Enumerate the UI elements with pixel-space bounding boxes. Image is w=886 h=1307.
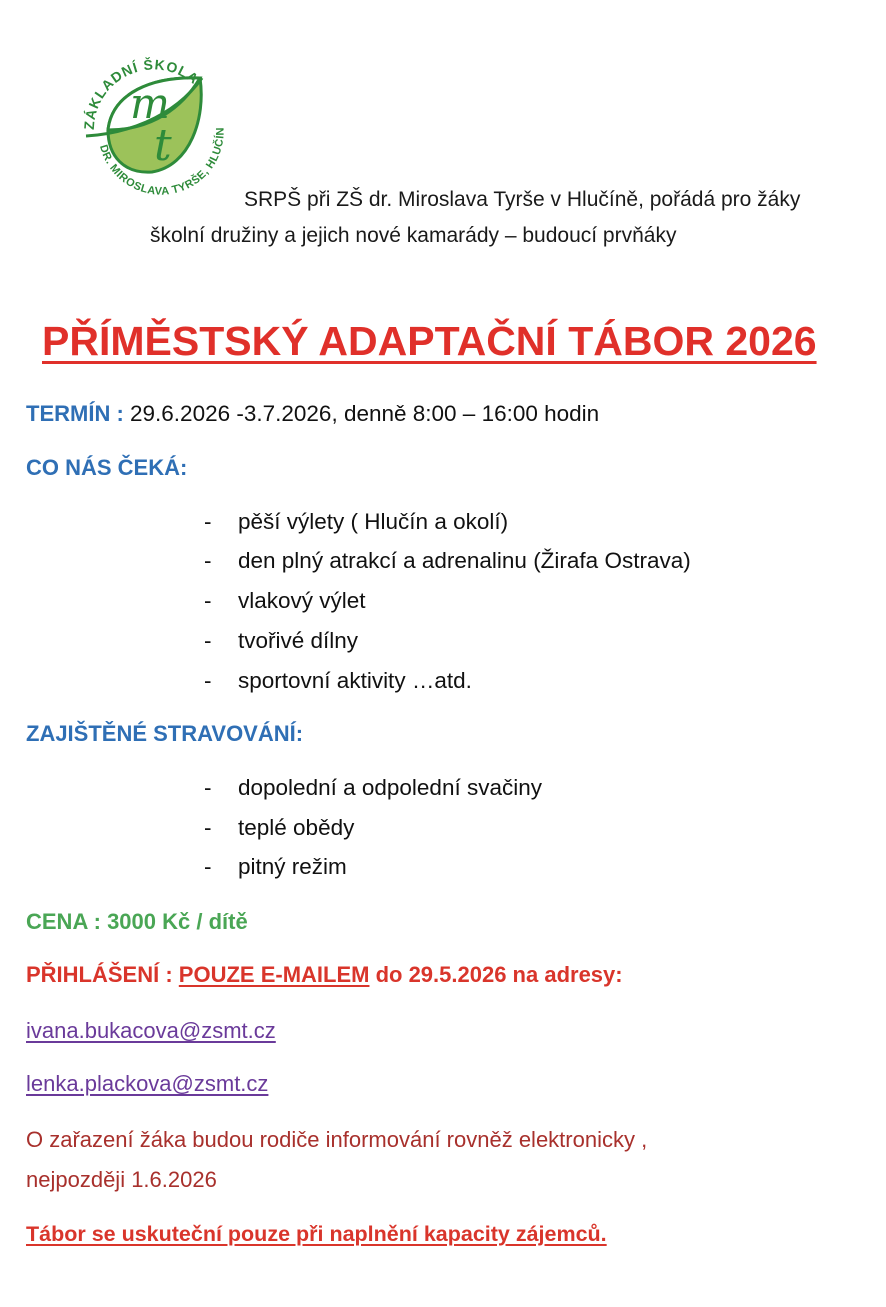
bullet-dash: - <box>204 509 212 534</box>
email-link-lenka[interactable]: lenka.plackova@zsmt.cz <box>26 1071 269 1096</box>
activities-heading: CO NÁS ČEKÁ: <box>26 455 188 480</box>
list-item: - pitný režim <box>204 854 347 879</box>
note-line-2: nejpozději 1.6.2026 <box>26 1167 217 1192</box>
list-item: - tvořivé dílny <box>204 628 359 653</box>
note-line-1: O zařazení žáka budou rodiče informování rovněž elektronicky , <box>26 1127 648 1152</box>
intro-line-2: školní družiny a jejich nové kamarády – budoucí prvňáky <box>150 224 677 247</box>
term-row <box>26 401 599 427</box>
svg-text:m: m <box>130 79 170 128</box>
registration-emphasis: POUZE E-MAILEM <box>178 962 370 987</box>
list-item: - dopolední a odpolední svačiny <box>204 775 542 800</box>
school-logo <box>72 38 232 198</box>
capacity-notice: Tábor se uskuteční pouze při naplnění kapacity zájemců. <box>26 1222 607 1246</box>
term-label: TERMÍN : <box>26 401 124 426</box>
registration-label: PŘIHLÁŠENÍ : <box>26 962 179 987</box>
svg-text:t: t <box>154 120 172 171</box>
registration-row <box>26 962 623 988</box>
list-item: - pěší výlety ( Hlučín a okolí) <box>204 509 509 534</box>
bullet-dash: - <box>204 628 212 653</box>
term-value: 29.6.2026 -3.7.2026, denně 8:00 – 16:00 hodin <box>123 401 600 426</box>
catering-heading: ZAJIŠTĚNÉ STRAVOVÁNÍ: <box>26 721 304 746</box>
page-title: PŘÍMĚSTSKÝ ADAPTAČNÍ TÁBOR 2026 <box>42 318 817 364</box>
bullet-dash: - <box>204 815 212 840</box>
list-item: - sportovní aktivity …atd. <box>204 668 472 693</box>
bullet-dash: - <box>204 668 212 693</box>
list-item: - den plný atrakcí a adrenalinu (Žirafa Ostrava) <box>204 548 691 573</box>
school-logo-icon <box>72 38 232 198</box>
registration-deadline: do 29.5.2026 na adresy: <box>369 962 623 987</box>
bullet-dash: - <box>204 588 212 613</box>
bullet-dash: - <box>204 775 212 800</box>
list-item: - vlakový výlet <box>204 588 366 613</box>
svg-text:DR. MIROSLAVA TYRŠE, HLUČÍN: DR. MIROSLAVA TYRŠE, HLUČÍN <box>96 127 227 198</box>
svg-text:ZÁKLADNÍ ŠKOLA: ZÁKLADNÍ ŠKOLA <box>80 56 203 131</box>
price-label: CENA : 3000 Kč / dítě <box>26 909 248 934</box>
list-item: - teplé obědy <box>204 815 355 840</box>
bullet-dash: - <box>204 854 212 879</box>
bullet-dash: - <box>204 548 212 573</box>
email-link-ivana[interactable]: ivana.bukacova@zsmt.cz <box>26 1018 276 1043</box>
intro-line-1: SRPŠ při ZŠ dr. Miroslava Tyrše v Hlučíně, pořádá pro žáky <box>244 188 801 211</box>
